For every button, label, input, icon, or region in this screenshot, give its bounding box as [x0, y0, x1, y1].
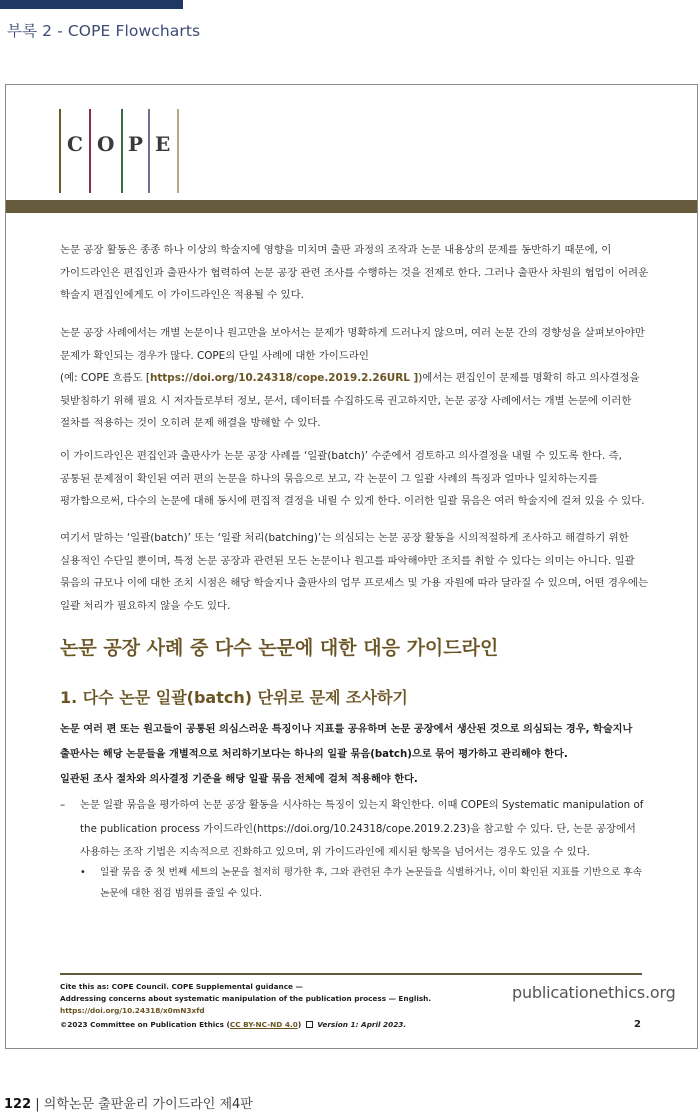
citation-doi-link[interactable]: https://doi.org/10.24318/x0mN3xfd	[60, 1005, 205, 1015]
footer-separator: |	[31, 1097, 44, 1112]
logo-letter: C	[67, 132, 83, 156]
logo-letter: O	[97, 132, 115, 156]
logo-letter: P	[128, 132, 144, 156]
logo-letter: E	[155, 132, 171, 156]
intro-paragraph-2: 논문 공장 사례에서는 개별 논문이나 원고만을 보아서는 문제가 명확하게 드러나지 않으며, 여러 논문 간의 경향성을 살펴보아야만 문제가 확인되는 경우가 많다. COPE의 단일 사례에 대한 가이드라인 (예: COPE 흐름도 [https://doi.org/10.24318/cope.2019.2.26URL ])에서는 편집인이 문제를 명확히 하고 의사결정을 뒷받침하기 위해 필요 시 저자들로부터 정보, 문서, 데이터를 수집하도록 권고하지만, 논문 공장 사례에서는 개별 논문에 이러한 절차를 적용하는 것이 오히려 문제 해결을 방해할 수 있다.	[60, 322, 654, 435]
license-line: ©2023 Committee on Publication Ethics (CC BY-NC-ND 4.0) Version 1: April 2023.	[60, 1020, 407, 1029]
brand-band	[6, 200, 697, 213]
example-line: (예: COPE 흐름도 [https://doi.org/10.24318/cope.2019.2.26URL ])에서는 편집인이 문제를 명확히 하고 의사결정을	[60, 372, 640, 384]
bullet-list-item: • 일괄 묶음 중 첫 번째 세트의 논문을 철저히 평가한 후, 그와 관련된 추가 논문들을 식별하거나, 이미 확인된 지표를 기반으로 후속 논문에 대한 점검 범위를 줄일 수 있다.	[80, 863, 660, 904]
dash-marker: –	[60, 799, 66, 811]
section-heading: 논문 공장 사례 중 다수 논문에 대한 대응 가이드라인	[60, 637, 499, 659]
inner-page-number: 2	[634, 1019, 641, 1030]
bullet-marker: •	[80, 867, 86, 878]
dash-list-item: – 논문 일괄 묶음을 평가하여 논문 공장 활동을 시사하는 특징이 있는지 확인한다. 이때 COPE의 Systematic manipulation of the publication process 가이드라인(https://doi.org/10.24318/cope.2019.2.23)을 참고할 수 있다. 단, 논문 공장에서 사용하는 조작 기법은 지속적으로 진화하고 있으며, 위 가이드라인에 제시된 항목을 넘어서는 경우도 있을 수 있다.	[60, 794, 660, 865]
book-title: 의학논문 출판윤리 가이드라인 제4판	[43, 1097, 253, 1112]
intro-paragraph-3: 이 가이드라인은 편집인과 출판사가 논문 공장 사례를 ‘일괄(batch)’ 수준에서 검토하고 의사결정을 내릴 수 있도록 한다. 즉, 공통된 문제점이 확인된 여러 편의 논문을 하나의 묶음으로 보고, 각 논문이 그 일괄 사례의 특징과 얼마나 일치하는지를 평가함으로써, 다수의 논문에 대해 동시에 편집적 결정을 내릴 수 있게 한다. 이러한 일괄 묶음은 여러 학술지에 걸쳐 있을 수 있다.	[60, 450, 645, 507]
logo-bar	[121, 109, 123, 193]
subsection-heading: 1. 다수 논문 일괄(batch) 단위로 문제 조사하기	[60, 688, 408, 707]
logo-bar	[89, 109, 91, 193]
book-footer	[4, 1093, 253, 1112]
logo-bar	[148, 109, 150, 193]
site-wordmark: publicationethics.org	[512, 983, 676, 1002]
embedded-page	[5, 84, 698, 1049]
version-note: Version 1: April 2023.	[317, 1020, 407, 1029]
logo-bar	[59, 109, 61, 193]
running-head: 부록 2 - COPE Flowcharts	[7, 22, 201, 40]
page-number: 122	[4, 1097, 32, 1112]
citation-block: Cite this as: COPE Council. COPE Supplemental guidance — Addressing concerns about systematic manipulation of the publication process — English. https://doi.org/10.24318/x0mN3xfd	[60, 982, 432, 1015]
intro-paragraph-4: 여기서 말하는 ‘일괄(batch)’ 또는 ‘일괄 처리(batching)’는 의심되는 논문 공장 활동을 시의적절하게 조사하고 해결하기 위한 실용적인 수단일 뿐이며, 특정 논문 공장과 관련된 모든 논문이나 원고를 파악해야만 조치를 취할 수 있다는 의미는 아니다. 일괄 묶음의 규모나 이에 대한 조치 시점은 해당 학술지나 출판사의 업무 프로세스 및 가용 자원에 따라 달라질 수 있으며, 어떤 경우에는 일괄 처리가 필요하지 않을 수도 있다.	[60, 532, 648, 612]
logo-bar	[177, 109, 179, 193]
intro-paragraph-1: 논문 공장 활동은 종종 하나 이상의 학술지에 영향을 미치며 출판 과정의 조작과 논문 내용상의 문제를 동반하기 때문에, 이 가이드라인은 편집인과 출판사가 협력하여 논문 공장 관련 조사를 수행하는 것을 전제로 한다. 그러나 출판사 차원의 협업이 어려운 학술지 편집인에게도 이 가이드라인은 적용될 수 있다.	[60, 244, 649, 301]
top-accent-bar	[0, 0, 183, 9]
external-link-icon	[306, 1021, 313, 1028]
doi-link[interactable]: https://doi.org/10.24318/cope.2019.2.26URL ]	[149, 372, 419, 384]
footer-rule	[60, 973, 642, 975]
license-link[interactable]: CC BY-NC-ND 4.0	[229, 1020, 298, 1029]
lead-paragraph: 논문 여러 편 또는 원고들이 공통된 의심스러운 특징이나 지표를 공유하며 논문 공장에서 생산된 것으로 의심되는 경우, 학술지나 출판사는 해당 논문들을 개별적으로 처리하기보다는 하나의 일괄 묶음(batch)으로 묶어 평가하고 관리해야 한다. 일관된 조사 절차와 의사결정 기준을 해당 일괄 묶음 전체에 걸쳐 적용해야 한다.	[60, 724, 633, 785]
